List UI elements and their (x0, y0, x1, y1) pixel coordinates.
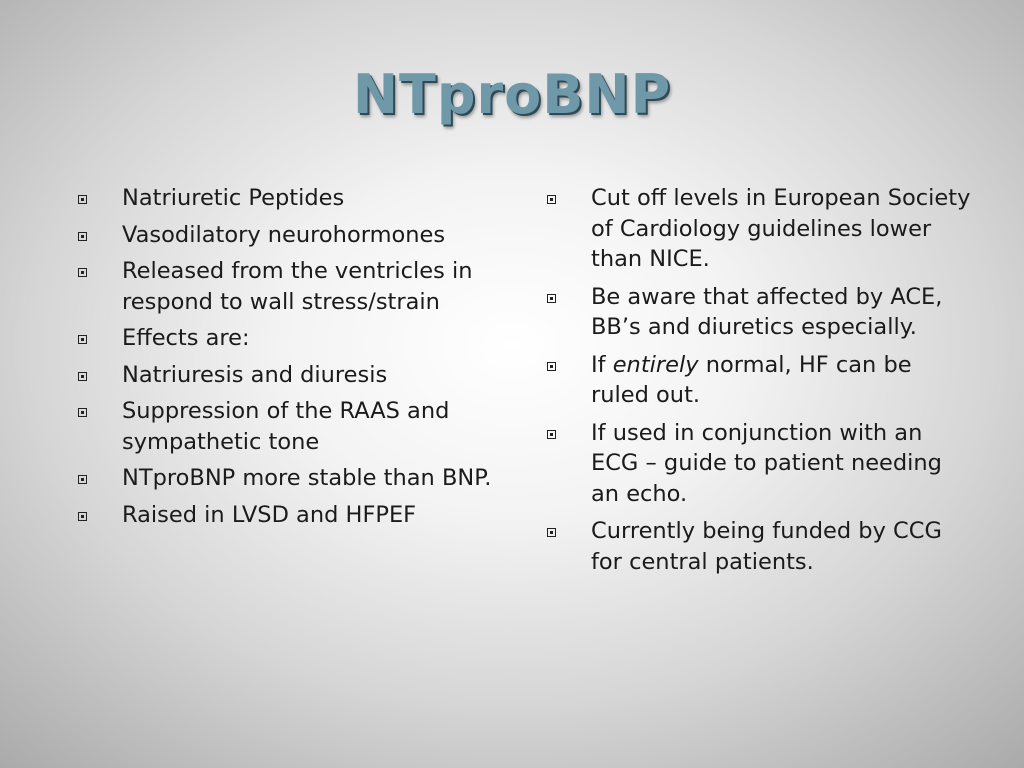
list-item (78, 256, 498, 317)
bullet-text: NTproBNP more stable than BNP. (122, 465, 492, 491)
bullet-text: Suppression of the RAAS and sympathetic tone (122, 398, 450, 455)
bullet-text-emphasis: entirely (612, 351, 699, 378)
list-item (78, 463, 498, 494)
square-bullet-icon (78, 408, 87, 417)
list-item (547, 350, 972, 411)
right-bullet-list (547, 183, 972, 584)
square-bullet-icon (547, 430, 556, 439)
slide-title: NTproBNP (352, 63, 672, 126)
square-bullet-icon (547, 294, 556, 303)
bullet-text: Be aware that affected by ACE, BB’s and diuretics especially. (591, 283, 943, 340)
square-bullet-icon (78, 195, 87, 204)
list-item (78, 396, 498, 457)
list-item (78, 500, 498, 531)
list-item (547, 282, 972, 343)
square-bullet-icon (78, 232, 87, 241)
bullet-text (591, 350, 972, 411)
square-bullet-icon (78, 475, 87, 484)
square-bullet-icon (547, 528, 556, 537)
square-bullet-icon (78, 512, 87, 521)
square-bullet-icon (547, 362, 556, 371)
bullet-text-before: If (591, 351, 613, 378)
bullet-text: If used in conjunction with an ECG – guide to patient needing an echo. (591, 419, 942, 507)
bullet-text: Released from the ventricles in respond to wall stress/strain (122, 258, 473, 315)
list-item (78, 360, 498, 391)
list-item (78, 220, 498, 251)
square-bullet-icon (78, 372, 87, 381)
list-item (78, 323, 498, 354)
bullet-text: Natriuresis and diuresis (122, 361, 388, 388)
bullet-text: Raised in LVSD and HFPEF (122, 501, 417, 528)
bullet-text: Vasodilatory neurohormones (122, 221, 446, 248)
list-item (547, 516, 972, 577)
list-item (547, 183, 972, 275)
square-bullet-icon (547, 195, 556, 204)
bullet-text: Cut off levels in European Society of Cardiology guidelines lower than NICE. (591, 185, 971, 272)
list-item (78, 183, 498, 214)
bullet-text: Effects are: (122, 325, 250, 351)
left-bullet-list (78, 183, 498, 536)
bullet-text: Currently being funded by CCG for central patients. (591, 518, 942, 575)
square-bullet-icon (78, 268, 87, 277)
square-bullet-icon (78, 335, 87, 344)
list-item (547, 418, 972, 510)
bullet-text-after: normal, HF can be ruled out. (591, 351, 912, 408)
bullet-text: Natriuretic Peptides (122, 185, 345, 211)
